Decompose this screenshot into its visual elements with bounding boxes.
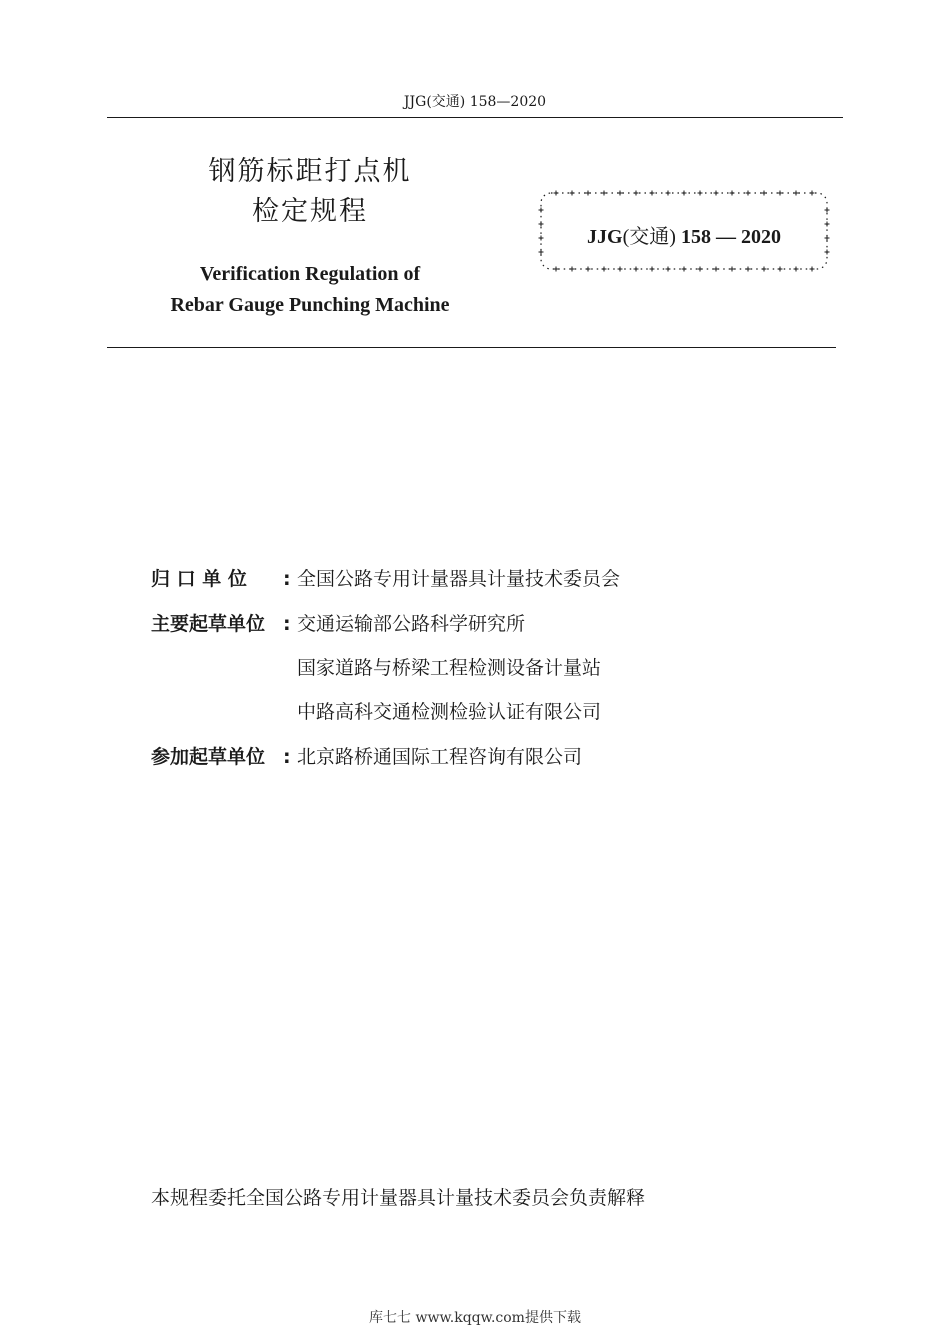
download-watermark: 库七七 www.kqqw.com提供下载 — [369, 1310, 581, 1326]
org-main-label: 主要起草单位 — [151, 613, 266, 635]
org-participating-label: 参加起草单位 — [151, 746, 266, 768]
title-english-line-1: Verification Regulation of — [199, 263, 421, 285]
header-standard-code: JJG(交通) 158—2020 — [403, 94, 547, 110]
title-chinese-line-1: 钢筋标距打点机 — [208, 156, 412, 187]
org-participating-row — [151, 744, 582, 770]
org-colon: : — [283, 568, 291, 590]
org-responsible-row — [151, 566, 620, 592]
stamp-code-paren: (交通) — [622, 226, 676, 248]
title-english-line-2: Rebar Gauge Punching Machine — [170, 294, 450, 316]
org-main-value-1: 交通运输部公路科学研究所 — [297, 613, 526, 635]
title-english — [130, 259, 490, 321]
org-main-row — [151, 611, 525, 637]
org-main-value-3: 中路高科交通检测检验认证有限公司 — [297, 701, 602, 723]
title-chinese-line-2: 检定规程 — [252, 196, 368, 227]
stamp-code — [538, 220, 830, 249]
org-participating-value: 北京路桥通国际工程咨询有限公司 — [297, 746, 583, 768]
org-colon: : — [283, 746, 291, 768]
title-chinese — [150, 152, 470, 232]
stamp-code-rest: 158 — 2020 — [680, 226, 781, 248]
org-responsible-value: 全国公路专用计量器具计量技术委员会 — [297, 568, 621, 590]
org-main-value-2: 国家道路与桥梁工程检测设备计量站 — [297, 657, 602, 679]
stamp-code-prefix: JJG — [587, 226, 623, 248]
interpretation-note: 本规程委托全国公路专用计量器具计量技术委员会负责解释 — [151, 1187, 646, 1209]
header-rule — [107, 117, 843, 118]
standard-code-stamp — [538, 190, 830, 272]
org-colon: : — [283, 613, 291, 635]
title-rule — [107, 347, 836, 348]
org-responsible-label: 归 口 单 位 — [151, 568, 247, 590]
